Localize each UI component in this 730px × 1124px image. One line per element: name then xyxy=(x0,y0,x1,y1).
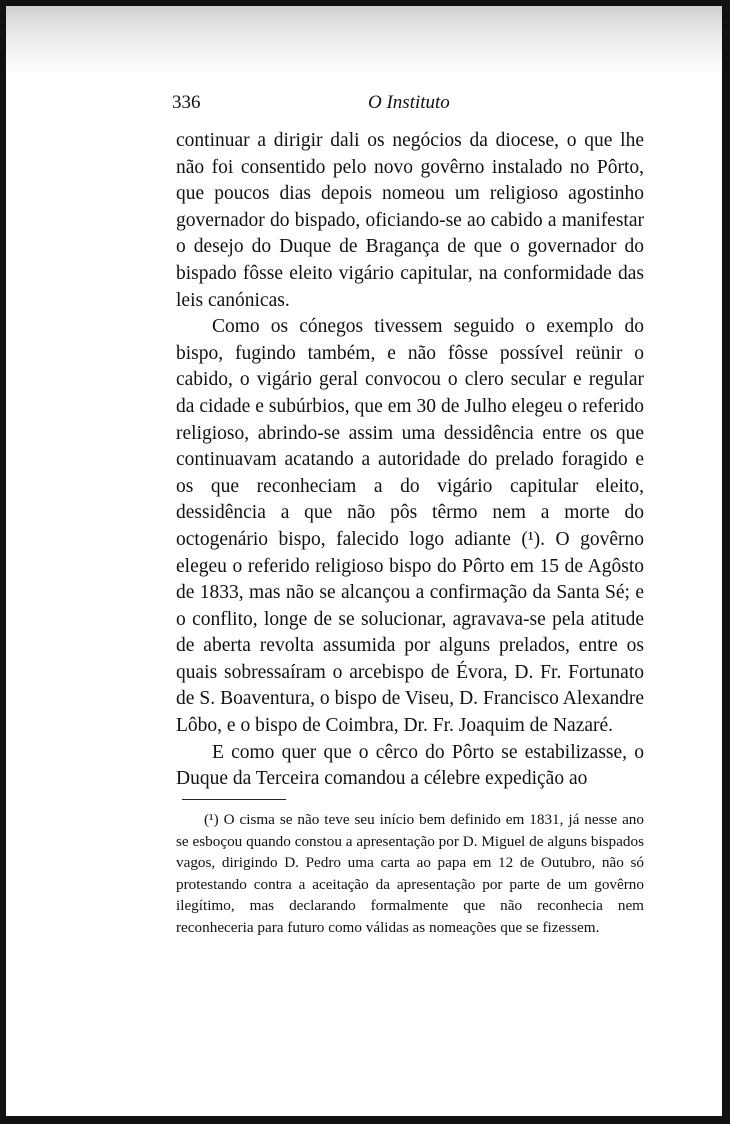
paragraph-canons: Como os cónegos tivessem seguido o exemplo do bispo, fugindo também, e não fôsse possível reünir o cabido, o vigário geral convocou o clero secular e regular da cidade e subúrbios, que em 30 de Julho elegeu o referido religioso, abrindo-se assim uma dessidência entre os que continuavam acatando a autoridade do prelado foragido e os que reconheciam a do vigário capitular eleito, dessidência a que não pôs têrmo nem a morte do octogenário bispo, falecido logo adiante (¹). O govêrno elegeu o referido religioso bispo do Pôrto em 15 de Agôsto de 1833, mas não se alcançou a confirmação da Santa Sé; e o conflito, longe de se solucionar, agravava-se pela atitude de aberta revolta assumida por alguns prelados, entre os quais sobressaíram o arcebispo de Évora, D. Fr. Fortunato de S. Boaventura, o bispo de Viseu, D. Francisco Alexandre Lôbo, e o bispo de Coimbra, Dr. Fr. Joaquim de Nazaré. xyxy=(176,316,644,737)
footnote-divider xyxy=(182,799,286,800)
paragraph-continuation: continuar a dirigir dali os negócios da diocese, o que lhe não foi consentido pelo novo govêrno instalado no Pôrto, que poucos dias depois nomeou um religioso agostinho governador do bispado, oficiando-se ao cabido a manifestar o desejo do Duque de Bragança de que o governador do bispado fôsse eleito vigário capitular, na conformidade das leis canónicas. xyxy=(176,130,644,311)
book-page xyxy=(6,6,722,1116)
page-number: 336 xyxy=(172,92,201,113)
running-head xyxy=(6,92,722,116)
scan-shadow xyxy=(6,6,722,76)
journal-title: O Instituto xyxy=(368,92,450,113)
body-text xyxy=(176,128,644,793)
footnote: (¹) O cisma se não teve seu início bem definido em 1831, já nesse ano se esboçou quando constou a apresentação por D. Miguel de alguns bispados vagos, dirigindo D. Pedro uma carta ao papa em 12 de Outubro, não só protestando contra a aceitação da apresentação por parte de um govêrno ilegítimo, mas declarando formalmente que não reconhecia nem reconheceria para futuro como válidas as nomeações que se fizessem. xyxy=(176,811,644,936)
paragraph-siege: E como quer que o cêrco do Pôrto se estabilizasse, o Duque da Terceira comandou a célebre expedição ao xyxy=(176,741,644,790)
